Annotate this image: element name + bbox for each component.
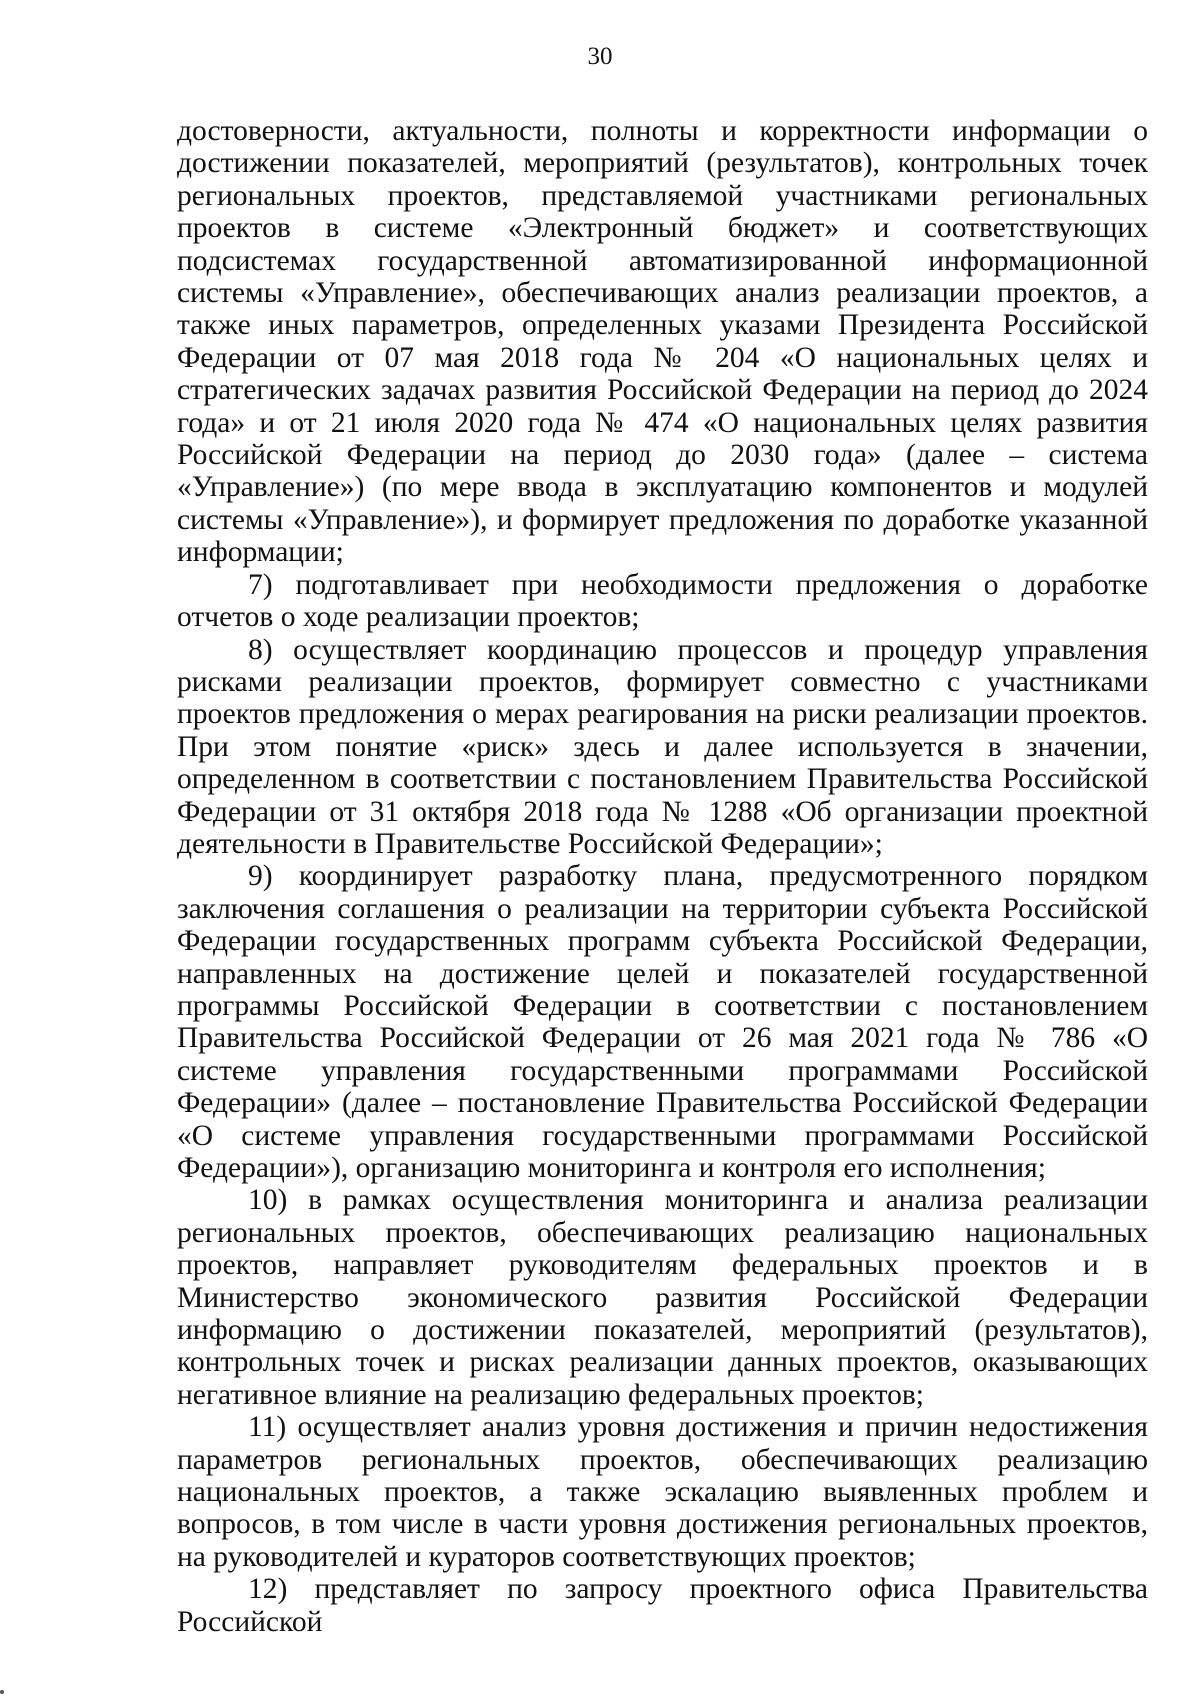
- paragraph-item-8: 8) осуществляет координацию процессов и процедур управления рисками реализации проектов, формирует совместно с участниками проектов предложения о мерах реагирования на риски реализации проектов. При этом понятие «риск» здесь и далее используется в значении, определенном в соответствии с постановлением Правительства Российской Федерации от 31 октября 2018 года № 1288 «Об организации проектной деятельности в Правительстве Российской Федерации»;: [177, 633, 1148, 860]
- paragraph-item-10: 10) в рамках осуществления мониторинга и анализа реализации региональных проектов, обеспечивающих реализацию национальных проектов, направляет руководителям федеральных проектов и в Министерство экономического развития Российской Федерации информацию о достижении показателей, мероприятий (результатов), контрольных точек и рисках реализации данных проектов, оказывающих негативное влияние на реализацию федеральных проектов;: [177, 1184, 1148, 1411]
- paragraph-item-12: 12) представляет по запросу проектного офиса Правительства Российской: [177, 1573, 1148, 1638]
- paragraph-item-11: 11) осуществляет анализ уровня достижения и причин недостижения параметров региональных проектов, обеспечивающих реализацию национальных проектов, а также эскалацию выявленных проблем и вопросов, в том числе в части уровня достижения региональных проектов, на руководителей и кураторов соответствующих проектов;: [177, 1411, 1148, 1573]
- scan-edge-mark: [0, 1690, 4, 1694]
- paragraph-item-7: 7) подготавливает при необходимости предложения о доработке отчетов о ходе реализации проектов;: [177, 568, 1148, 634]
- page-number: 30: [587, 43, 613, 70]
- paragraph-continuation: достоверности, актуальности, полноты и корректности информации о достижении показателей, мероприятий (результатов), контрольных точек региональных проектов, представляемой участниками региональных проектов в системе «Электронный бюджет» и соответствующих подсистемах государственной автоматизированной информационной системы «Управление», обеспечивающих анализ реализации проектов, а также иных параметров, определенных указами Президента Российской Федерации от 07 мая 2018 года № 204 «О национальных целях и стратегических задачах развития Российской Федерации на период до 2024 года» и от 21 июля 2020 года № 474 «О национальных целях развития Российской Федерации на период до 2030 года» (далее – система «Управление») (по мере ввода в эксплуатацию компонентов и модулей системы «Управление»), и формирует предложения по доработке указанной информации;: [177, 115, 1148, 569]
- paragraph-item-9: 9) координирует разработку плана, предусмотренного порядком заключения соглашения о реализации на территории субъекта Российской Федерации государственных программ субъекта Российской Федерации, направленных на достижение целей и показателей государственной программы Российской Федерации в соответствии с постановлением Правительства Российской Федерации от 26 мая 2021 года № 786 «О системе управления государственными программами Российской Федерации» (далее – постановление Правительства Российской Федерации «О системе управления государственными программами Российской Федерации»), организацию мониторинга и контроля его исполнения;: [177, 860, 1148, 1184]
- document-body: [177, 115, 1148, 1638]
